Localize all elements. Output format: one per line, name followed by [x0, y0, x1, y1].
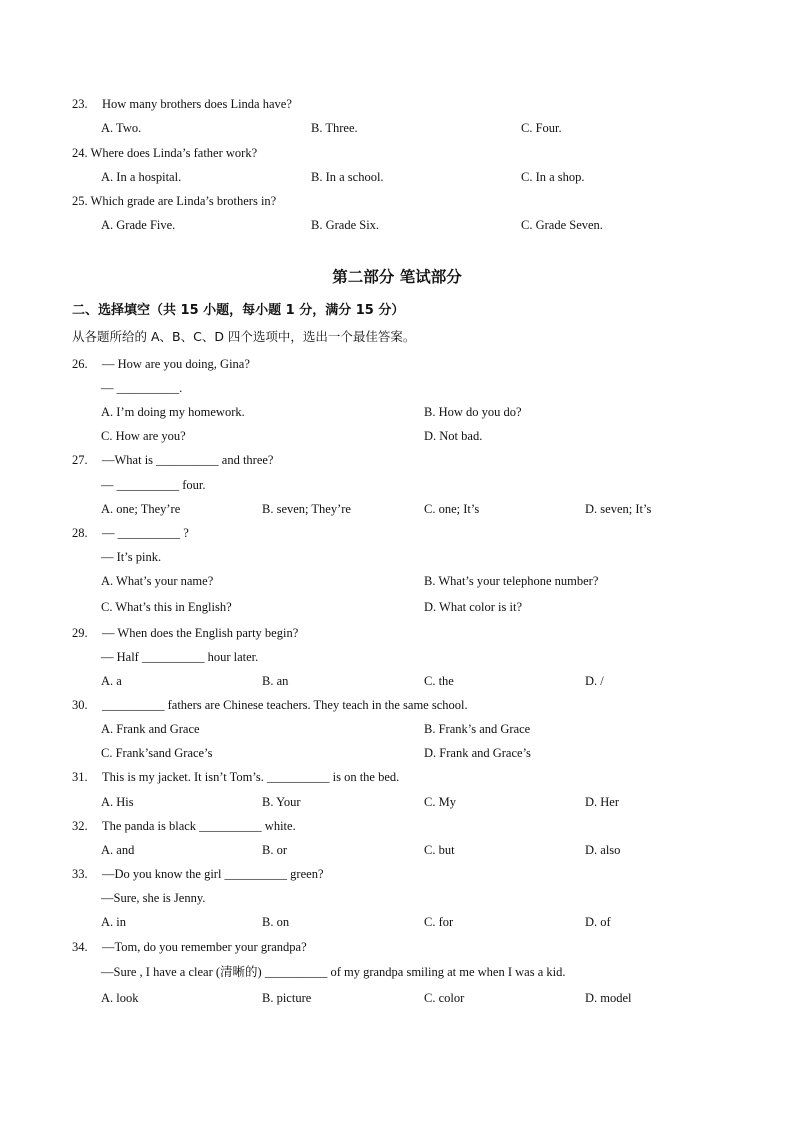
option-c: C. What’s this in English?: [101, 600, 232, 614]
question-line: — Half __________ hour later.: [101, 650, 259, 664]
option-d: D. Frank and Grace’s: [424, 746, 531, 760]
option-b: B. picture: [262, 991, 312, 1005]
section-subtitle: 二、选择填空（共 15 小题，每小题 1 分，满分 15 分）: [72, 303, 405, 318]
question-line: —Sure, she is Jenny.: [101, 891, 206, 905]
option-c: C. How are you?: [101, 429, 186, 443]
option-c: C. Grade Seven.: [521, 218, 603, 232]
option-b: B. What’s your telephone number?: [424, 574, 599, 588]
option-d: D. seven; It’s: [585, 502, 652, 516]
option-b: B. or: [262, 843, 287, 857]
option-b: B. on: [262, 915, 290, 929]
question-text: — When does the English party begin?: [102, 626, 299, 640]
question-line: — It’s pink.: [101, 550, 162, 564]
question-33-stem: [72, 866, 324, 882]
option-b: B. Frank’s and Grace: [424, 722, 531, 736]
question-number: 26.: [72, 357, 88, 371]
question-text: — How are you doing, Gina?: [102, 357, 250, 371]
question-30-stem: [72, 697, 468, 713]
question-line: — __________.: [101, 381, 183, 395]
option-c: C. but: [424, 843, 455, 857]
question-line: —Sure , I have a clear (清晰的) __________ of my grandpa smiling at me when I was a kid.: [101, 965, 566, 979]
option-c: C. In a shop.: [521, 170, 585, 184]
section-title: 第二部分 笔试部分: [332, 268, 462, 286]
section-instruction: 从各题所给的 A、B、C、D 四个选项中，选出一个最佳答案。: [72, 329, 416, 344]
option-b: B. Three.: [311, 121, 358, 135]
option-c: C. the: [424, 674, 454, 688]
question-text: — __________ ?: [102, 526, 189, 540]
question-text: This is my jacket. It isn’t Tom’s. __________ is on the bed.: [102, 770, 400, 784]
option-a: A. Two.: [101, 121, 142, 135]
option-d: D. Her: [585, 795, 620, 809]
option-a: A. His: [101, 795, 134, 809]
option-c: C. for: [424, 915, 454, 929]
question-line: — __________ four.: [101, 478, 206, 492]
option-d: D. What color is it?: [424, 600, 523, 614]
question-number: 32.: [72, 819, 88, 833]
question-text: —Tom, do you remember your grandpa?: [102, 940, 307, 954]
question-28-stem: [72, 525, 189, 541]
option-b: B. Grade Six.: [311, 218, 380, 232]
question-34-stem: [72, 939, 307, 955]
option-a: A. In a hospital.: [101, 170, 182, 184]
question-text: The panda is black __________ white.: [102, 819, 296, 833]
option-a: A. Grade Five.: [101, 218, 176, 232]
option-b: B. an: [262, 674, 289, 688]
option-a: A. a: [101, 674, 122, 688]
option-b: B. seven; They’re: [262, 502, 351, 516]
question-text: —Do you know the girl __________ green?: [102, 867, 324, 881]
option-a: A. look: [101, 991, 139, 1005]
question-number: 34.: [72, 940, 88, 954]
option-a: A. What’s your name?: [101, 574, 214, 588]
question-text: __________ fathers are Chinese teachers. They teach in the same school.: [102, 698, 468, 712]
question-31-stem: [72, 769, 399, 785]
question-number: 30.: [72, 698, 88, 712]
question-number: 23.: [72, 97, 88, 111]
question-number: 33.: [72, 867, 88, 881]
option-d: D. /: [585, 674, 604, 688]
option-d: D. model: [585, 991, 632, 1005]
option-b: B. Your: [262, 795, 301, 809]
option-a: A. Frank and Grace: [101, 722, 200, 736]
question-24-stem: 24. Where does Linda’s father work?: [72, 146, 258, 160]
question-text: —What is __________ and three?: [102, 453, 274, 467]
option-b: B. How do you do?: [424, 405, 522, 419]
option-a: A. one; They’re: [101, 502, 181, 516]
question-26-stem: [72, 356, 250, 372]
question-number: 27.: [72, 453, 88, 467]
question-text: How many brothers does Linda have?: [102, 97, 292, 111]
option-c: C. Frank’sand Grace’s: [101, 746, 213, 760]
question-25-stem: 25. Which grade are Linda’s brothers in?: [72, 194, 277, 208]
option-c: C. color: [424, 991, 465, 1005]
question-29-stem: [72, 625, 298, 641]
option-c: C. Four.: [521, 121, 562, 135]
question-23-stem: [72, 96, 292, 112]
option-d: D. Not bad.: [424, 429, 483, 443]
question-number: 31.: [72, 770, 88, 784]
option-a: A. and: [101, 843, 135, 857]
option-d: D. of: [585, 915, 611, 929]
question-32-stem: [72, 818, 296, 834]
option-b: B. In a school.: [311, 170, 384, 184]
question-number: 29.: [72, 626, 88, 640]
option-d: D. also: [585, 843, 621, 857]
option-a: A. I’m doing my homework.: [101, 405, 245, 419]
option-a: A. in: [101, 915, 126, 929]
option-c: C. one; It’s: [424, 502, 480, 516]
option-c: C. My: [424, 795, 456, 809]
question-27-stem: [72, 452, 273, 468]
question-number: 28.: [72, 526, 88, 540]
